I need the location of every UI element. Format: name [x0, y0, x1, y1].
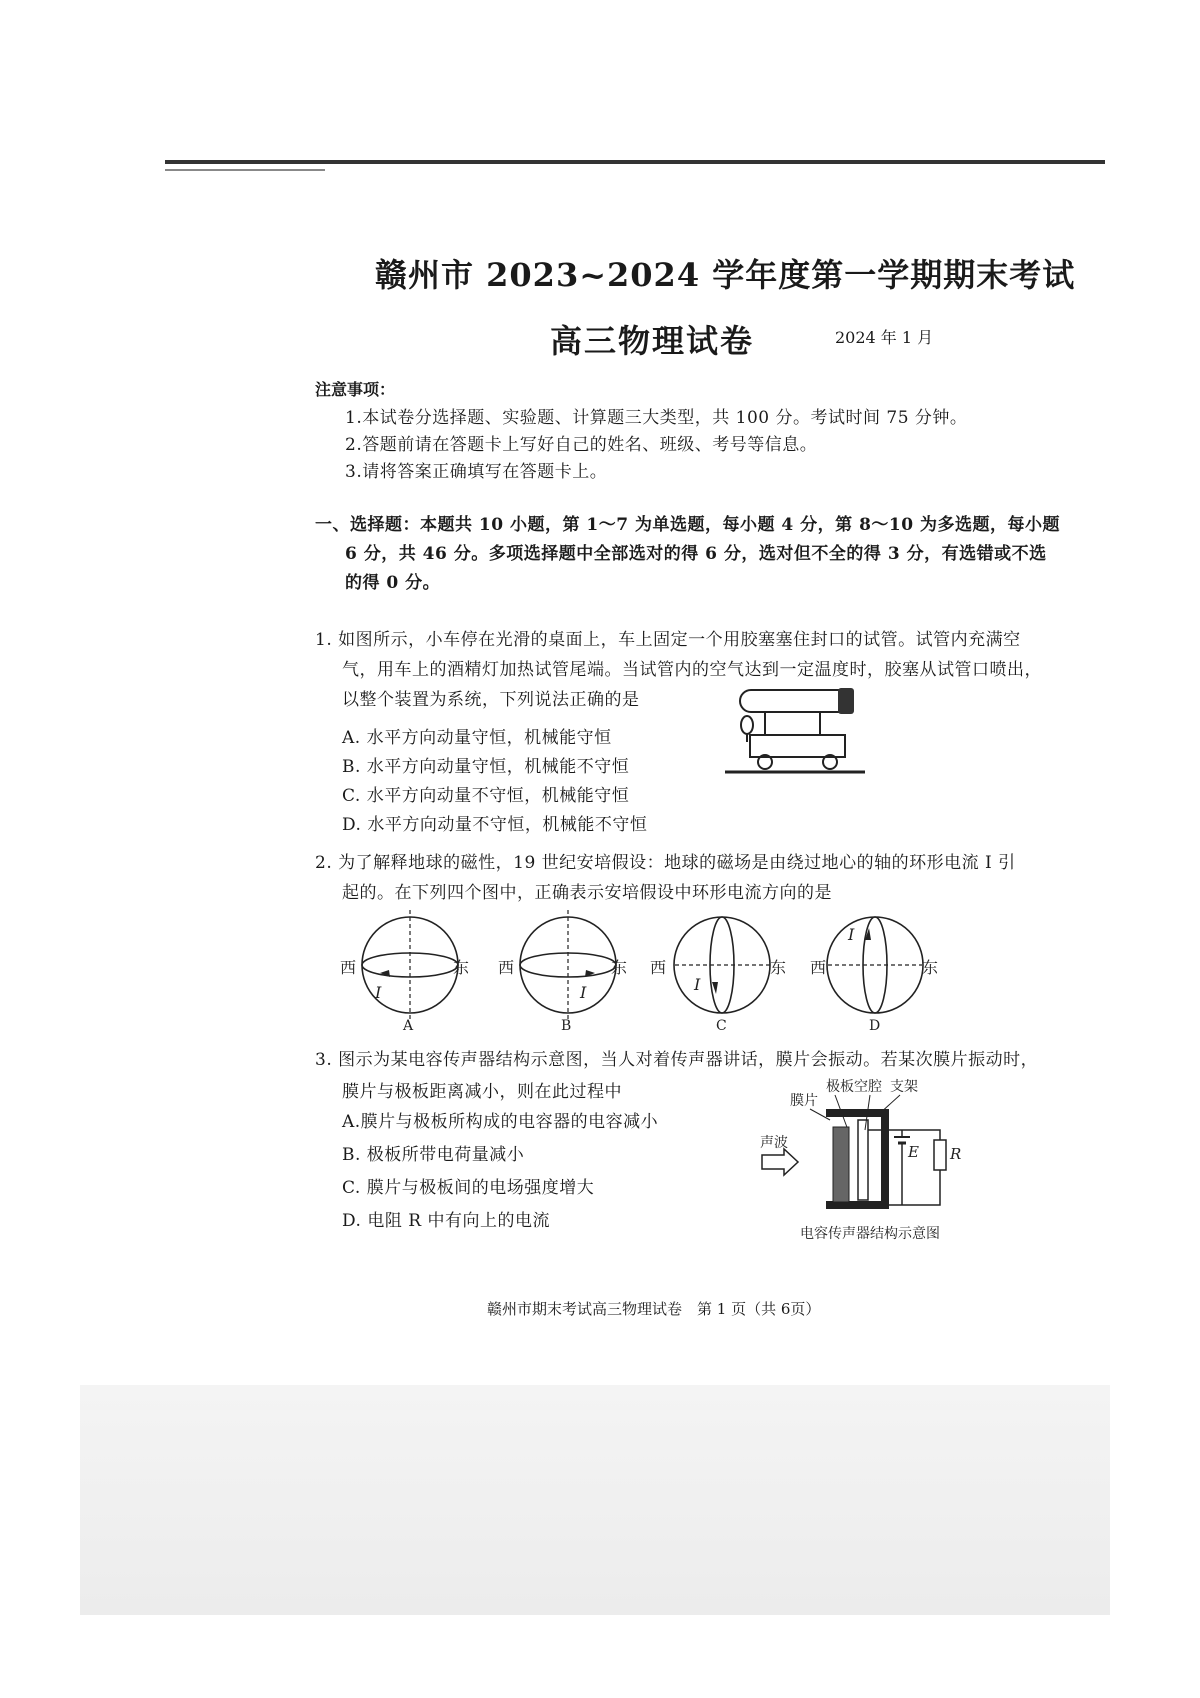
- option-label: A: [403, 1018, 414, 1030]
- notice-item: 1.本试卷分选择题、实验题、计算题三大类型，共 100 分。考试时间 75 分钟。: [345, 408, 968, 428]
- q3-option-b: B. 极板所带电荷量减小: [342, 1145, 525, 1165]
- emf-label: E: [908, 1143, 919, 1161]
- exam-date: 2024 年 1 月: [835, 328, 934, 347]
- q1-option-d: D. 水平方向动量不守恒，机械能不守恒: [342, 815, 648, 835]
- current-label: I: [375, 983, 382, 1002]
- q3-stem-line: 膜片与极板距离减小，则在此过程中: [342, 1082, 622, 1102]
- east-label: 东: [922, 958, 939, 977]
- q3-microphone-figure: [760, 1075, 980, 1250]
- q3-option-d: D. 电阻 R 中有向上的电流: [342, 1211, 550, 1231]
- page-footer: 赣州市期末考试高三物理试卷 第 1 页（共 6页）: [487, 1300, 821, 1318]
- west-label: 西: [340, 958, 357, 977]
- west-label: 西: [810, 958, 827, 977]
- figure-caption: 电容传声器结构示意图: [800, 1226, 940, 1242]
- notice-heading: 注意事项：: [315, 380, 396, 399]
- current-label: I: [580, 983, 587, 1002]
- sound-wave-label: 声波: [760, 1135, 788, 1151]
- west-label: 西: [650, 958, 667, 977]
- q1-option-b: B. 水平方向动量守恒，机械能不守恒: [342, 757, 630, 777]
- east-label: 东: [453, 958, 470, 977]
- q1-stem-line: 1. 如图所示，小车停在光滑的桌面上，车上固定一个用胶塞塞住封口的试管。试管内充满空: [315, 630, 1021, 650]
- option-label: D: [869, 1018, 881, 1030]
- globe-option-c: [650, 917, 786, 1030]
- support-label: 支架: [890, 1079, 918, 1095]
- plate-cavity-label: 极板空腔: [826, 1079, 882, 1095]
- section-instructions-line: 一、选择题：本题共 10 小题，第 1～7 为单选题，每小题 4 分，第 8～10 为多选题，每小题: [315, 515, 1060, 535]
- west-label: 西: [498, 958, 515, 977]
- globe-option-d: [810, 917, 938, 1030]
- east-label: 东: [611, 958, 628, 977]
- scan-shadow: [80, 1385, 1110, 1615]
- option-label: B: [561, 1018, 572, 1030]
- q2-globe-figures: [330, 900, 950, 1030]
- resistor-label: R: [950, 1145, 962, 1163]
- q1-stem-line: 气，用车上的酒精灯加热试管尾端。当试管内的空气达到一定温度时，胶塞从试管口喷出，: [342, 660, 1042, 680]
- globe-option-b: [498, 910, 627, 1030]
- notice-item: 3.请将答案正确填写在答题卡上。: [345, 462, 608, 482]
- top-rule: [165, 160, 1105, 164]
- q3-stem-line: 3. 图示为某电容传声器结构示意图，当人对着传声器讲话，膜片会振动。若某次膜片振动时，: [315, 1050, 1039, 1070]
- top-rule-short: [165, 169, 325, 171]
- q2-stem-line: 起的。在下列四个图中，正确表示安培假设中环形电流方向的是: [342, 883, 832, 903]
- q3-option-a: A.膜片与极板所构成的电容器的电容减小: [342, 1112, 659, 1132]
- q2-stem-line: 2. 为了解释地球的磁性，19 世纪安培假设：地球的磁场是由绕过地心的轴的环形电流 I 引: [315, 853, 1016, 873]
- exam-subtitle: 高三物理试卷: [550, 322, 755, 360]
- q1-option-a: A. 水平方向动量守恒，机械能守恒: [342, 728, 612, 748]
- q1-stem-line: 以整个装置为系统，下列说法正确的是: [342, 690, 640, 710]
- option-label: C: [716, 1018, 727, 1030]
- section-instructions-line: 6 分，共 46 分。多项选择题中全部选对的得 6 分，选对但不全的得 3 分，有选错或不选: [345, 544, 1047, 564]
- exam-title: 赣州市 2023~2024 学年度第一学期期末考试: [375, 256, 1076, 294]
- section-instructions-line: 的得 0 分。: [345, 573, 441, 593]
- membrane-label: 膜片: [790, 1093, 818, 1109]
- q3-option-c: C. 膜片与极板间的电场强度增大: [342, 1178, 595, 1198]
- globe-option-a: [340, 910, 469, 1030]
- current-label: I: [848, 925, 855, 944]
- q1-option-c: C. 水平方向动量不守恒，机械能守恒: [342, 786, 630, 806]
- current-label: I: [694, 975, 701, 994]
- east-label: 东: [770, 958, 787, 977]
- q1-cart-figure: [720, 680, 870, 795]
- notice-item: 2.答题前请在答题卡上写好自己的姓名、班级、考号等信息。: [345, 435, 818, 455]
